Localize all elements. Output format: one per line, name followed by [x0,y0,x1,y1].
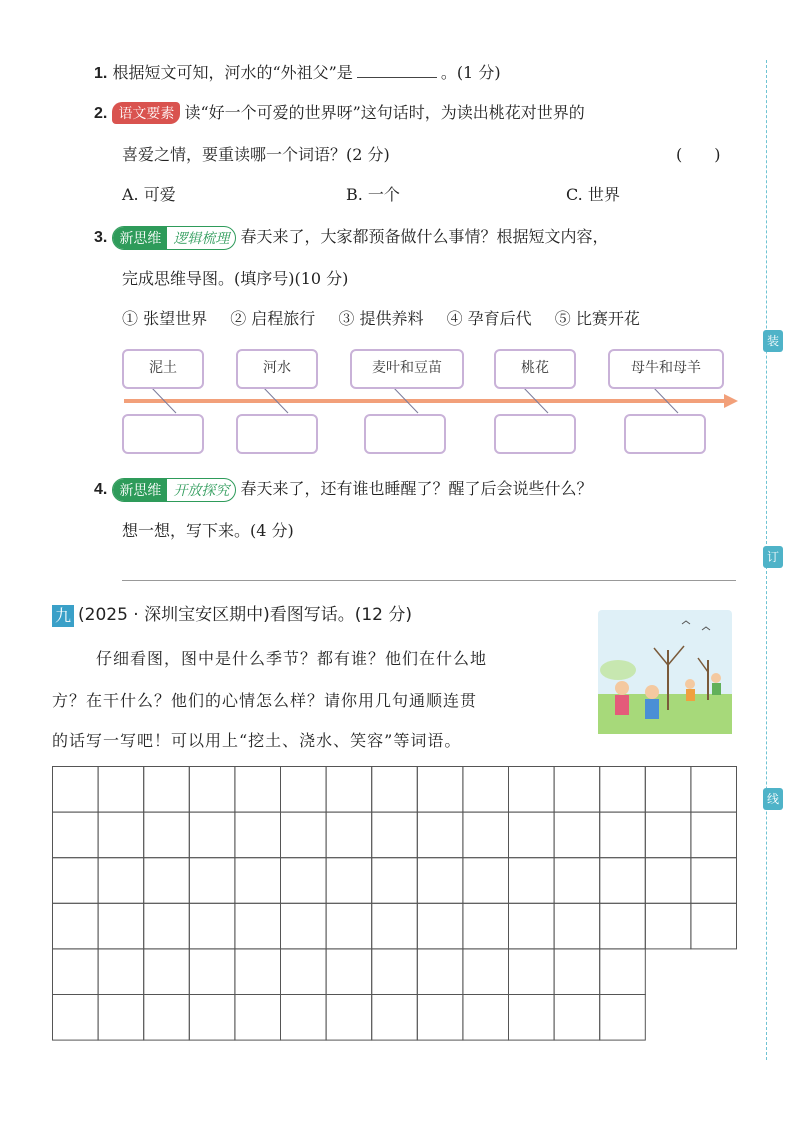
mind-map-box-cattle: 母牛和母羊 [608,349,724,389]
question-text: 根据短文可知，河水的“外祖父”是 [112,63,353,82]
grid-cell[interactable] [235,995,281,1041]
grid-cell[interactable] [600,858,646,904]
question-4-line2: 想一想，写下来。(4 分) [122,521,294,540]
question-3-line2: 完成思维导图。(填序号)(10 分) [122,269,349,288]
grid-cell[interactable] [144,949,190,995]
grid-cell[interactable] [691,812,737,858]
skill-tag: 语文要素 [112,102,180,124]
grid-cell[interactable] [189,949,235,995]
grid-cell[interactable] [691,903,737,949]
tag-main: 新思维 [113,227,167,249]
choice-item: ④ 孕育后代 [446,309,532,328]
grid-cell[interactable] [281,812,327,858]
mind-map-box-river: 河水 [236,349,318,389]
grid-cell[interactable] [144,858,190,904]
grid-cell[interactable] [417,903,463,949]
sidebar-tab: 装 [763,330,783,352]
grid-cell[interactable] [326,949,372,995]
grid-cell[interactable] [189,858,235,904]
grid-cell[interactable] [235,949,281,995]
grid-cell[interactable] [53,995,99,1041]
grid-cell[interactable] [463,949,509,995]
question-number: 1. [94,65,108,82]
grid-cell[interactable] [98,858,144,904]
grid-cell[interactable] [189,812,235,858]
grid-cell[interactable] [600,812,646,858]
answer-box[interactable] [236,414,318,454]
grid-cell[interactable] [417,949,463,995]
grid-cell[interactable] [326,903,372,949]
tag-sub: 开放探究 [173,482,230,499]
question-number: 2. [94,105,108,122]
option-c[interactable]: C. 世界 [566,185,620,204]
mind-map-connectors [0,0,792,480]
choice-item: ⑤ 比赛开花 [554,309,640,328]
answer-box[interactable] [494,414,576,454]
choice-item: ① 张望世界 [122,309,208,328]
grid-cell[interactable] [372,995,418,1041]
grid-cell[interactable] [235,812,281,858]
grid-cell[interactable] [326,995,372,1041]
grid-cell[interactable] [463,995,509,1041]
answer-box[interactable] [122,414,204,454]
grid-cell[interactable] [372,903,418,949]
sidebar-tab: 线 [763,788,783,810]
grid-cell[interactable] [554,995,600,1041]
grid-cell[interactable] [554,949,600,995]
answer-paren[interactable]: ( ) [676,145,721,164]
grid-cell[interactable] [372,767,418,813]
answer-box[interactable] [364,414,446,454]
thinking-tag [112,478,236,502]
grid-cell[interactable] [554,858,600,904]
grid-cell[interactable] [98,812,144,858]
grid-cell[interactable] [189,995,235,1041]
question-number: 4. [94,481,108,498]
grid-cell[interactable] [144,812,190,858]
grid-cell[interactable] [691,858,737,904]
grid-cell[interactable] [463,767,509,813]
choice-item: ③ 提供养料 [338,309,424,328]
grid-cell[interactable] [417,767,463,813]
tag-main: 新思维 [113,479,167,501]
option-b[interactable]: B. 一个 [346,185,400,204]
grid-cell[interactable] [600,767,646,813]
grid-cell[interactable] [53,903,99,949]
grid-cell[interactable] [189,903,235,949]
grid-cell[interactable] [509,903,555,949]
grid-cell[interactable] [281,903,327,949]
grid-cell[interactable] [98,903,144,949]
grid-cell[interactable] [235,903,281,949]
grid-cell[interactable] [53,949,99,995]
option-a[interactable]: A. 可爱 [122,185,176,204]
grid-cell[interactable] [463,858,509,904]
grid-cell[interactable] [509,949,555,995]
question-text: 读“好一个可爱的世界呀”这句话时，为读出桃花对世界的 [184,103,585,122]
section-9-para-1: 仔细看图，图中是什么季节？都有谁？他们在什么地 [96,649,488,668]
section-divider [122,580,736,581]
grid-cell[interactable] [372,858,418,904]
grid-cell[interactable] [144,903,190,949]
mind-map-box-peach: 桃花 [494,349,576,389]
grid-cell[interactable] [326,767,372,813]
grid-cell[interactable] [691,767,737,813]
mind-map-box-wheat: 麦叶和豆苗 [350,349,464,389]
section-9-header [52,600,412,627]
grid-cell[interactable] [463,812,509,858]
grid-cell[interactable] [645,858,691,904]
question-4 [94,476,592,502]
timeline-arrow-head [724,394,738,408]
mind-map-box-soil: 泥土 [122,349,204,389]
grid-cell[interactable] [645,812,691,858]
grid-cell[interactable] [326,812,372,858]
section-number: 九 [52,605,74,627]
question-text-after: 。(1 分) [440,63,501,82]
question-text: 春天来了，大家都预备做什么事情？根据短文内容， [240,227,609,246]
grid-cell[interactable] [281,767,327,813]
section-9-para-2: 方？在干什么？他们的心情怎么样？请你用几句通顺连贯 [52,691,478,710]
grid-cell[interactable] [281,949,327,995]
grid-cell[interactable] [554,812,600,858]
grid-cell[interactable] [600,903,646,949]
grid-cell[interactable] [372,812,418,858]
tag-sub: 逻辑梳理 [173,230,230,247]
section-title: (2025 · 深圳宝安区期中)看图写话。(12 分) [78,605,413,625]
writing-grid-svg[interactable] [52,766,752,1056]
grid-cell[interactable] [98,949,144,995]
grid-cell[interactable] [189,767,235,813]
question-number: 3. [94,229,108,246]
question-text: 春天来了，还有谁也睡醒了？醒了后会说些什么？ [240,479,593,498]
grid-cell[interactable] [509,858,555,904]
spring-planting-illustration [598,610,732,734]
grid-cell[interactable] [645,767,691,813]
grid-cell[interactable] [53,812,99,858]
question-2-line2: 喜爱之情，要重读哪一个词语？(2 分) [122,145,390,164]
grid-cell[interactable] [600,949,646,995]
grid-cell[interactable] [417,858,463,904]
grid-cell[interactable] [235,858,281,904]
grid-cell[interactable] [235,767,281,813]
grid-cell[interactable] [463,903,509,949]
grid-cell[interactable] [645,903,691,949]
grid-cell[interactable] [509,812,555,858]
grid-cell[interactable] [144,995,190,1041]
section-9-para-3: 的话写一写吧！可以用上“挖土、浇水、笑容”等词语。 [52,731,462,750]
grid-cell[interactable] [98,995,144,1041]
grid-cell[interactable] [417,812,463,858]
grid-cell[interactable] [326,858,372,904]
grid-cell[interactable] [53,767,99,813]
grid-cell[interactable] [417,995,463,1041]
grid-cell[interactable] [554,903,600,949]
sidebar-tab: 订 [763,546,783,568]
grid-cell[interactable] [600,995,646,1041]
grid-cell[interactable] [554,767,600,813]
grid-cell[interactable] [53,858,99,904]
answer-box[interactable] [624,414,706,454]
grid-cell[interactable] [372,949,418,995]
grid-cell[interactable] [509,995,555,1041]
grid-cell[interactable] [144,767,190,813]
grid-cell[interactable] [509,767,555,813]
grid-cell[interactable] [281,858,327,904]
choice-item: ② 启程旅行 [230,309,316,328]
grid-cell[interactable] [281,995,327,1041]
grid-cell[interactable] [98,767,144,813]
